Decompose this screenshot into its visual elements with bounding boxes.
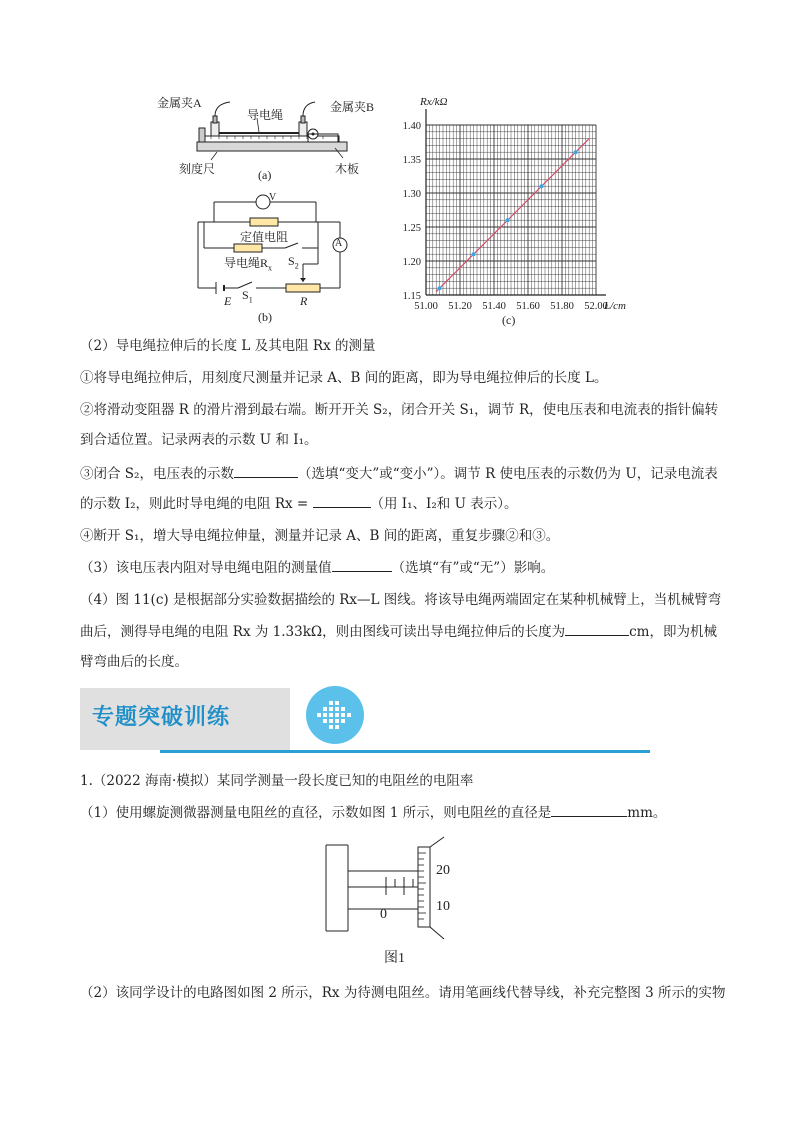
thimble-label-10: 10 — [436, 899, 450, 914]
banner-title: 专题突破训练 — [92, 705, 231, 730]
part2-title: （2）导电绳拉伸后的长度 L 及其电阻 Rx 的测量 — [80, 338, 376, 354]
circuit-diagram — [190, 190, 360, 325]
rx-l-chart — [390, 95, 650, 330]
micrometer-diagram — [320, 835, 480, 945]
y-tick-label: 1.20 — [402, 257, 421, 268]
chart-grid — [426, 125, 596, 295]
step2-line2: 到合适位置。记录两表的示数 U 和 I₁。 — [80, 432, 318, 448]
label-board: 木板 — [335, 162, 360, 176]
x-tick-label: 51.80 — [550, 301, 574, 312]
caption-a: (a) — [258, 168, 272, 182]
y-tick-label: 1.35 — [402, 155, 421, 166]
data-point — [574, 150, 578, 154]
rheostat-label: R — [300, 294, 308, 308]
part3: （3）该电压表内阻对导电绳电阻的测量值 （选填“有”或“无”）影响。 — [80, 555, 730, 581]
label-clip-a: 金属夹A — [157, 96, 202, 110]
step4: ④断开 S₁，增大导电绳拉伸量，测量并记录 A、B 间的距离，重复步骤②和③。 — [80, 528, 560, 544]
grid-dots-icon — [306, 686, 364, 744]
x-tick-label: 52.00 — [584, 301, 608, 312]
part4-line3: 臂弯曲后的长度。 — [80, 654, 188, 670]
step1: ①将导电绳拉伸后，用刻度尺测量并记录 A、B 间的距离，即为导电绳拉伸后的长度 L。 — [80, 370, 608, 386]
label-clip-b: 金属夹B — [330, 100, 375, 114]
label-wire: 导电绳 — [247, 108, 284, 122]
part4-line1: （4）图 11(c) 是根据部分实验数据描绘的 Rx—L 图线。将该导电绳两端固定在某种机械臂上，当机械臂弯 — [80, 592, 722, 608]
label-ruler: 刻度尺 — [179, 162, 216, 176]
main-scale-zero: 0 — [380, 907, 387, 922]
x-tick-label: 51.60 — [516, 301, 540, 312]
banner-grid-icon — [306, 686, 364, 744]
figure-c — [390, 95, 650, 330]
battery-label: E — [224, 294, 232, 308]
switch1-label: $S_1$ — [242, 288, 253, 305]
y-axis-label: Rx/kΩ — [420, 96, 448, 108]
data-point — [506, 218, 510, 222]
answer-blank[interactable] — [551, 802, 627, 817]
section-banner — [80, 684, 660, 756]
caption-b: (b) — [258, 310, 272, 324]
voltmeter-label: V — [269, 192, 277, 203]
step3-line1: ③闭合 S₂，电压表的示数 （选填“变大”或“变小”）。调节 R 使电压表的示数仍为 U，记录电流表 — [80, 461, 730, 487]
step3-line2: 的示数 I₂，则此时导电绳的电阻 Rx = （用 I₁、I₂和 U 表示）。 — [80, 491, 730, 517]
data-point — [472, 252, 476, 256]
y-tick-label: 1.40 — [402, 121, 421, 132]
caption-c: (c) — [502, 313, 516, 327]
answer-blank[interactable] — [313, 493, 371, 508]
micrometer-figure — [320, 835, 480, 970]
chart-series — [436, 139, 589, 292]
problem1-part2: （2）该同学设计的电路图如图 2 所示，Rx 为待测电阻丝。请用笔画线代替导线，补充完整图 3 所示的实物 — [80, 985, 726, 1001]
y-tick-label: 1.30 — [402, 189, 421, 200]
wire-resistor-label: 导电绳$R_x$ — [224, 256, 273, 273]
problem1-intro: 1.（2022 海南·模拟）某同学测量一段长度已知的电阻丝的电阻率 — [80, 773, 474, 789]
banner-underline — [160, 750, 650, 753]
data-point — [438, 286, 442, 290]
x-tick-label: 51.00 — [414, 301, 438, 312]
figure-b — [190, 190, 360, 325]
fixed-resistor-label: 定值电阻 — [240, 230, 289, 244]
switch2-label: $S_2$ — [288, 254, 299, 271]
figure-a — [155, 92, 385, 184]
answer-blank[interactable] — [234, 463, 298, 478]
figure1-caption: 图1 — [384, 951, 405, 966]
fit-line — [436, 139, 589, 292]
problem1-part1: （1）使用螺旋测微器测量电阻丝的直径，示数如图 1 所示，则电阻丝的直径是 mm。 — [80, 800, 730, 826]
y-tick-label: 1.25 — [402, 223, 421, 234]
data-point — [540, 184, 544, 188]
x-axis-label: L/cm — [604, 300, 626, 312]
ammeter-label: A — [335, 238, 343, 249]
answer-blank[interactable] — [565, 621, 629, 636]
step2-line1: ②将滑动变阻器 R 的滑片滑到最右端。断开开关 S₂，闭合开关 S₁，调节 R，使电压表和电流表的指针偏转 — [80, 402, 719, 418]
chart-axes — [419, 96, 626, 312]
answer-blank[interactable] — [332, 557, 392, 572]
y-tick-label: 1.15 — [402, 291, 421, 302]
chart-ticks — [403, 121, 608, 312]
thimble-label-20: 20 — [436, 863, 450, 878]
part4-line2: 曲后，测得导电绳的电阻 Rx 为 1.33kΩ，则由图线可读出导电绳拉伸后的长度为 cm，即为机械 — [80, 619, 730, 645]
x-tick-label: 51.20 — [448, 301, 472, 312]
x-tick-label: 51.40 — [482, 301, 506, 312]
